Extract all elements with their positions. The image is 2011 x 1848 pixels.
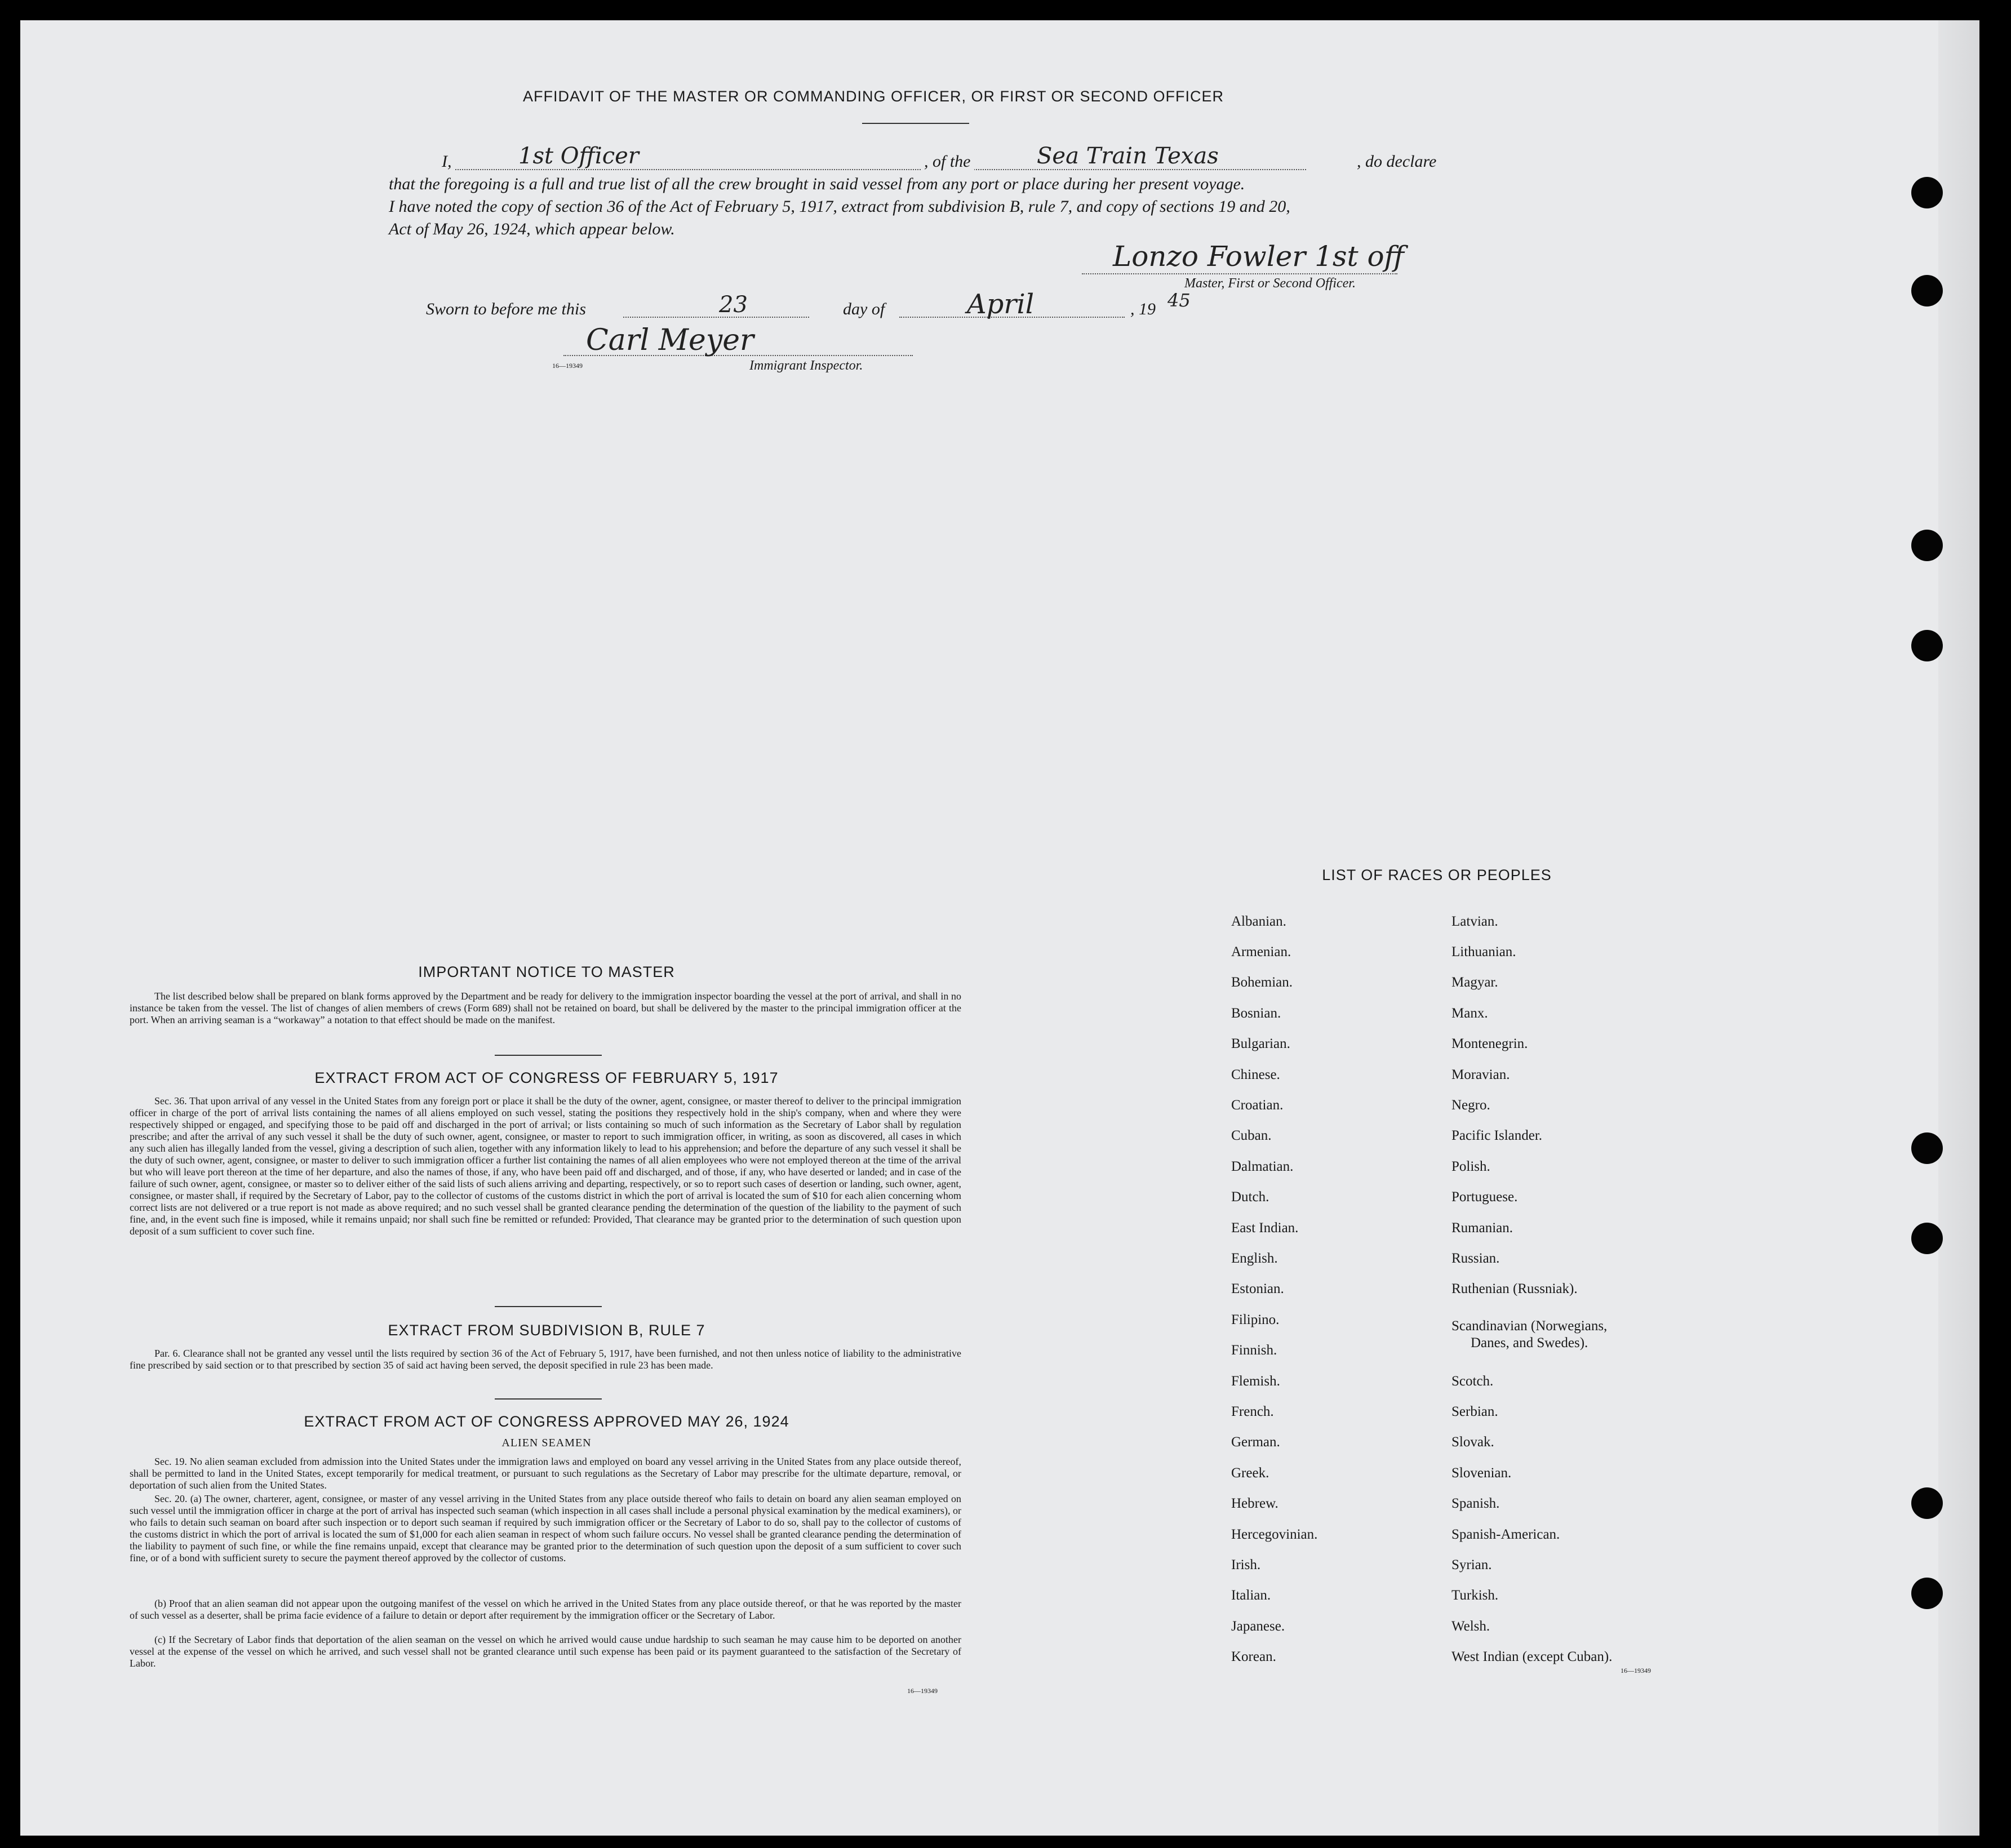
- binder-hole: [1911, 1223, 1943, 1254]
- form-number: 16—19349: [552, 362, 583, 370]
- race-left-item: Bosnian.: [1231, 1006, 1281, 1021]
- day-entry: 23: [719, 292, 748, 318]
- race-left-item: Greek.: [1231, 1465, 1269, 1481]
- notice-title: IMPORTANT NOTICE TO MASTER: [418, 963, 675, 980]
- race-left-item: Korean.: [1231, 1649, 1276, 1664]
- binder-hole: [1911, 177, 1943, 208]
- form-number: 16—19349: [1621, 1667, 1651, 1674]
- divider: [495, 1306, 602, 1307]
- extract-1917-body: Sec. 36. That upon arrival of any vessel in the United States from any foreign port or place it shall be the duty of the owner, agent, consignee, or master thereof to deliver to the principal immigration officer in charge of the port of arrival lists containing the names of all aliens employed on such vessel, stating the positions they respectively hold in the ship's company, when and where they were respectively shipped or engaged, and specifying those to be paid off and discharged in the port of arrival; or lists containing so much of such information as the Secretary of Labor shall by regulation prescribe; and after the arrival of any such vessel it shall be the duty of such owner, agent, consignee, or master to report to such immigration officer, in writing, as soon as discovered, all cases in which any such alien has illegally landed from the vessel, giving a description of such alien, together with any information likely to lead to his apprehension; and before the departure of any such vessel it shall be the duty of such owner, agent, consignee, or master to deliver to such immigration officer a further list containing the names of all alien employees who were not employed thereon at the time of the arrival but who will leave port thereon at the time of her departure, and also the names of those, if any, who have been paid off and discharged, and of those, if any, who have deserted or landed; and in case of the failure of such owner, agent, consignee, or master so to deliver either of the said lists of such aliens arriving and departing, respectively, or so to report such cases of desertion or landing, such owner, agent, consignee, or master shall, if required by the Secretary of Labor, pay to the collector of customs of the customs district in which the port of arrival is located the sum of $10 for each alien concerning whom correct lists are not delivered or a true report is not made as above required; and no such vessel shall be granted clearance pending the determination of the question of the liability to the payment of such fine, and, in the event such fine is imposed, while it remains unpaid; nor shall such fine be remitted or refunded: Provided, That clearance may be granted prior to the determination of such question upon deposit of a sum sufficient to cover such fine.: [130, 1095, 961, 1237]
- sworn-line: [426, 288, 1215, 322]
- day-blank: [623, 317, 809, 318]
- affidavit-line2: that the foregoing is a full and true list of all the crew brought in said vessel from any port or place during her present voyage.: [389, 175, 1245, 193]
- affidavit-line1: [389, 143, 1448, 175]
- race-left-item: Finnish.: [1231, 1343, 1277, 1358]
- divider: [495, 1055, 602, 1056]
- sworn-label: Sworn to before me this: [426, 300, 586, 318]
- year-entry: 45: [1167, 290, 1191, 311]
- master-signature-caption: Master, First or Second Officer.: [1184, 276, 1356, 291]
- divider: [495, 1398, 602, 1400]
- sec20c-body: (c) If the Secretary of Labor finds that deportation of the alien seaman on the vessel on which he arrived would cause undue hardship to such seaman he may cause him to be deported on another vessel at the expense of the vessel on which he arrived, and such vessel shall not be granted clearance until such expense has been paid or its payment guaranteed to the satisfaction of the Secretary of Labor.: [130, 1634, 961, 1669]
- race-right-item: Scotch.: [1451, 1374, 1494, 1389]
- year-label: , 19: [1130, 300, 1156, 318]
- race-right-item: Manx.: [1451, 1006, 1488, 1021]
- race-left-item: Chinese.: [1231, 1067, 1280, 1082]
- race-left-item: Hebrew.: [1231, 1496, 1278, 1511]
- race-right-item: Polish.: [1451, 1159, 1490, 1174]
- binder-hole: [1911, 1578, 1943, 1609]
- day-of-label: day of: [843, 300, 885, 318]
- sec20a-body: Sec. 20. (a) The owner, charterer, agent, consignee, or master of any vessel arriving in the United States from any place outside thereof who fails to detain on board any alien seaman employed on such vessel until the immigration officer in charge at the port of arrival has inspected such seaman (which inspection in all cases shall include a personal physical examination by the medical examiners), or who fails to detain such seaman on board after such inspection or to deport such seaman if required by such immigration officer or the Secretary of Labor to do so, shall pay to the collector of customs of the customs district in which the port of arrival is located the sum of $1,000 for each alien seaman in respect of whom such failure occurs. No vessel shall be granted clearance pending the determination of the liability to payment of such fine, or while the fine remains unpaid, except that clearance may be granted prior to the determination of such question upon the deposit of a sum sufficient to cover such fine, or of a bond with sufficient surety to secure the payment thereof approved by the collector of customs.: [130, 1493, 961, 1563]
- race-left-item: Flemish.: [1231, 1374, 1280, 1389]
- blank-line: [455, 169, 1306, 170]
- binder-hole: [1911, 275, 1943, 306]
- extract-1924-title: EXTRACT FROM ACT OF CONGRESS APPROVED MAY 26, 1924: [304, 1413, 789, 1430]
- vessel-entry: Sea Train Texas: [1037, 143, 1219, 169]
- race-left-item: English.: [1231, 1251, 1278, 1266]
- inspector-signature: Carl Meyer: [586, 323, 754, 357]
- race-left-item: Bulgarian.: [1231, 1036, 1290, 1051]
- affidavit-line4: Act of May 26, 1924, which appear below.: [389, 220, 675, 238]
- race-right-item: Slovenian.: [1451, 1465, 1512, 1481]
- race-right-item: Slovak.: [1451, 1434, 1494, 1450]
- race-right-item: Lithuanian.: [1451, 944, 1516, 959]
- race-left-item: East Indian.: [1231, 1220, 1299, 1236]
- race-left-item: Armenian.: [1231, 944, 1291, 959]
- race-right-item: Ruthenian (Russniak).: [1451, 1281, 1578, 1296]
- rule7-title: EXTRACT FROM SUBDIVISION B, RULE 7: [388, 1322, 705, 1339]
- race-left-item: Hercegovinian.: [1231, 1527, 1318, 1542]
- race-right-item: Negro.: [1451, 1098, 1490, 1113]
- race-right-item: Welsh.: [1451, 1619, 1490, 1634]
- race-left-item: Italian.: [1231, 1588, 1271, 1603]
- race-left-item: German.: [1231, 1434, 1280, 1450]
- sec20b-body: (b) Proof that an alien seaman did not appear upon the outgoing manifest of the vessel on which he arrived in the United States from any place outside thereof, or that he was reported by the master of such vessel as a deserter, shall be prima facie evidence of a failure to detain or deport after requirement by the immigration officer or the Secretary of Labor.: [130, 1598, 961, 1621]
- inspector-caption: Immigrant Inspector.: [749, 358, 863, 373]
- race-right-item: Pacific Islander.: [1451, 1128, 1543, 1143]
- race-right-item: Magyar.: [1451, 975, 1498, 990]
- race-right-item: West Indian (except Cuban).: [1451, 1649, 1613, 1664]
- of-the-label: , of the: [921, 152, 974, 171]
- race-left-item: Albanian.: [1231, 914, 1286, 929]
- month-entry: April: [967, 288, 1035, 320]
- race-right-item: Portuguese.: [1451, 1189, 1518, 1205]
- race-left-item: French.: [1231, 1404, 1274, 1419]
- form-number: 16—19349: [907, 1687, 938, 1695]
- binder-hole: [1911, 1487, 1943, 1519]
- i-label: I,: [442, 152, 452, 171]
- divider: [862, 123, 969, 124]
- race-right-item: Latvian.: [1451, 914, 1498, 929]
- sec19-body: Sec. 19. No alien seaman excluded from admission into the United States under the immigration laws and employed on board any vessel arriving in the United States from any place outside thereof, shall be permitted to land in the United States, except temporarily for medical treatment, or pursuant to such regulations as the Secretary of Labor may prescribe for the ultimate departure, removal, or deportation of such alien from the United States.: [130, 1456, 961, 1491]
- race-right-item: Spanish.: [1451, 1496, 1500, 1511]
- race-left-item: Croatian.: [1231, 1098, 1284, 1113]
- affidavit-title: AFFIDAVIT OF THE MASTER OR COMMANDING OFFICER, OR FIRST OR SECOND OFFICER: [522, 88, 1224, 105]
- race-left-item: Japanese.: [1231, 1619, 1285, 1634]
- race-left-item: Irish.: [1231, 1557, 1261, 1572]
- races-title: LIST OF RACES OR PEOPLES: [1322, 867, 1552, 883]
- race-right-item: Scandinavian (Norwegians,: [1451, 1318, 1608, 1334]
- race-left-item: Estonian.: [1231, 1281, 1284, 1296]
- adjacent-page-edge: [1938, 20, 1979, 1836]
- race-right-item: Moravian.: [1451, 1067, 1510, 1082]
- rule7-body: Par. 6. Clearance shall not be granted any vessel until the lists required by section 36 of the Act of February 5, 1917, have been furnished, and not then unless notice of liability to the administrative fine prescribed by said section or to that prescribed by section 35 of said act having been served, the deposit specified in rule 23 has been made.: [130, 1348, 961, 1371]
- race-right-item: Rumanian.: [1451, 1220, 1513, 1236]
- race-right-item: Spanish-American.: [1451, 1527, 1560, 1542]
- binder-hole: [1911, 1132, 1943, 1164]
- race-right-item: Montenegrin.: [1451, 1036, 1528, 1051]
- race-left-item: Filipino.: [1231, 1312, 1280, 1327]
- master-signature: Lonzo Fowler 1st off: [1113, 240, 1405, 273]
- notice-body: The list described below shall be prepared on blank forms approved by the Department and be ready for delivery to the immigration inspector boarding the vessel at the port of arrival, and shall in no instance be taken from the vessel. The list of changes of alien members of crews (Form 689) shall not be retained on board, but shall be delivered by the master to the principal immigration officer at the port. When an arriving seaman is a “workaway” a notation to that effect should be made on the manifest.: [130, 990, 961, 1025]
- race-left-item: Dalmatian.: [1231, 1159, 1294, 1174]
- do-declare-label: , do declare: [1357, 152, 1437, 171]
- officer-entry: 1st Officer: [518, 143, 639, 169]
- race-right-item: Russian.: [1451, 1251, 1500, 1266]
- race-right-item: Serbian.: [1451, 1404, 1498, 1419]
- binder-hole: [1911, 630, 1943, 661]
- race-left-item: Bohemian.: [1231, 975, 1293, 990]
- affidavit-line3: I have noted the copy of section 36 of the Act of February 5, 1917, extract from subdivision B, rule 7, and copy of sections 19 and 20,: [389, 197, 1290, 216]
- race-right-item: Danes, and Swedes).: [1471, 1335, 1588, 1351]
- race-left-item: Dutch.: [1231, 1189, 1269, 1205]
- race-right-item: Turkish.: [1451, 1588, 1499, 1603]
- race-left-item: Cuban.: [1231, 1128, 1272, 1143]
- binder-hole: [1911, 530, 1943, 561]
- race-right-item: Syrian.: [1451, 1557, 1492, 1572]
- alien-seamen-subtitle: ALIEN SEAMEN: [501, 1437, 592, 1449]
- master-signature-line: [1082, 273, 1397, 274]
- extract-1917-title: EXTRACT FROM ACT OF CONGRESS OF FEBRUARY 5, 1917: [314, 1069, 779, 1086]
